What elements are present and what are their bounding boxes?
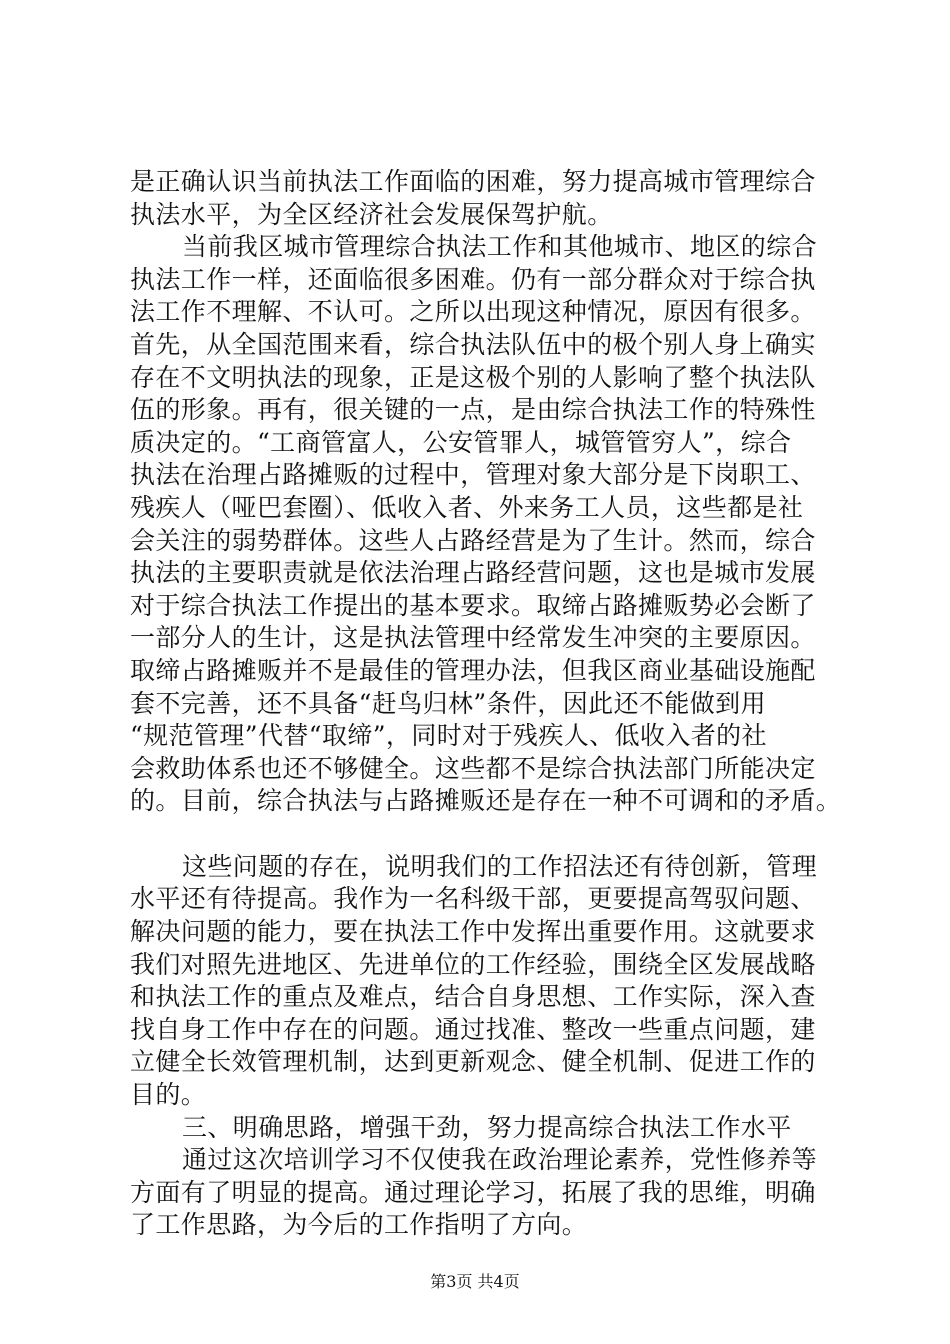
text-line: 是正确认识当前执法工作面临的困难，努力提高城市管理综合: [130, 167, 816, 196]
text-line: 一部分人的生计，这是执法管理中经常发生冲突的主要原因。: [130, 623, 816, 653]
text-line: 存在不文明执法的现象，正是这极个别的人影响了整个执法队: [130, 362, 816, 392]
text-line: 执法工作一样，还面临很多困难。仍有一部分群众对于综合执: [130, 264, 816, 294]
text-line: 通过这次培训学习不仅使我在政治理论素养，党性修养等: [182, 1145, 818, 1175]
text-line: “规范管理”代替“取缔”，同时对于残疾人、低收入者的社: [130, 721, 767, 751]
text-line: 会关注的弱势群体。这些人占路经营是为了生计。然而，综合: [130, 525, 816, 555]
paragraph-1: [130, 166, 850, 231]
text-line: 目的。: [130, 1080, 207, 1110]
document-body: [130, 166, 850, 1242]
text-line: 执法的主要职责就是依法治理占路经营问题，这也是城市发展: [130, 558, 816, 588]
page-number-footer: 第3页 共4页: [430, 1272, 520, 1291]
text-line: 和执法工作的重点及难点，结合自身思想、工作实际，深入查: [130, 982, 816, 1012]
text-line: 执法在治理占路摊贩的过程中，管理对象大部分是下岗职工、: [130, 460, 816, 490]
paragraph-spacer: [130, 818, 850, 851]
text-line: 取缔占路摊贩并不是最佳的管理办法，但我区商业基础设施配: [130, 655, 816, 685]
paragraph-4: [130, 1144, 850, 1242]
text-line: 了工作思路，为今后的工作指明了方向。: [130, 1210, 588, 1240]
text-line: 会救助体系也还不够健全。这些都不是综合执法部门所能决定: [130, 753, 816, 783]
text-line: 解决问题的能力，要在执法工作中发挥出重要作用。这就要求: [130, 917, 816, 947]
text-line: 套不完善，还不具备“赶鸟归林”条件，因此还不能做到用: [130, 688, 766, 718]
text-line: 方面有了明显的提高。通过理论学习，拓展了我的思维，明确: [130, 1177, 816, 1207]
text-line: 执法水平，为全区经济社会发展保驾护航。: [130, 199, 613, 229]
text-line: 我们对照先进地区、先进单位的工作经验，围绕全区发展战略: [130, 949, 816, 979]
text-line: 残疾人（哑巴套圈）、低收入者、外来务工人员，这些都是社: [130, 492, 804, 522]
text-line: 伍的形象。再有，很关键的一点，是由综合执法工作的特殊性: [130, 395, 816, 425]
text-line: 当前我区城市管理综合执法工作和其他城市、地区的综合: [182, 232, 818, 262]
text-line: 立健全长效管理机制，达到更新观念、健全机制、促进工作的: [130, 1047, 816, 1077]
text-line: 法工作不理解、不认可。之所以出现这种情况，原因有很多。: [130, 297, 816, 327]
text-line: 找自身工作中存在的问题。通过找准、整改一些重点问题，建: [130, 1014, 816, 1044]
paragraph-3: [130, 851, 850, 1112]
text-line: 水平还有待提高。我作为一名科级干部，更要提高驾驭问题、: [130, 884, 816, 914]
text-line: 对于综合执法工作提出的基本要求。取缔占路摊贩势必会断了: [130, 590, 816, 620]
text-line: 这些问题的存在，说明我们的工作招法还有待创新，管理: [182, 851, 818, 881]
paragraph-2: [130, 231, 850, 818]
section-heading: 三、明确思路，增强干劲，努力提高综合执法工作水平: [182, 1112, 792, 1142]
text-line: 首先，从全国范围来看，综合执法队伍中的极个别人身上确实: [130, 329, 816, 359]
text-line: 的。目前，综合执法与占路摊贩还是存在一种不可调和的矛盾。: [130, 786, 842, 816]
text-line: 质决定的。“工商管富人，公安管罪人，城管管穷人”，综合: [130, 427, 792, 457]
